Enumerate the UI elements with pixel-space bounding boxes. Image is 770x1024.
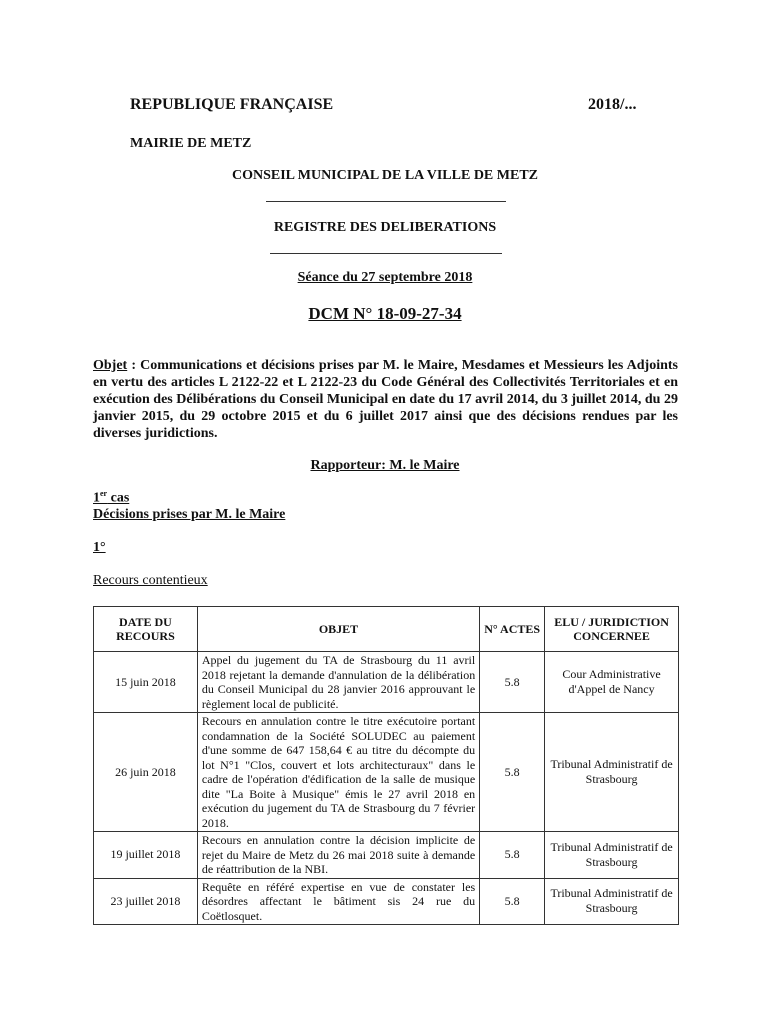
recours-table xyxy=(93,606,679,925)
case-number: 1 xyxy=(93,490,100,506)
table-row xyxy=(94,832,679,879)
row-actes: 5.8 xyxy=(480,652,545,713)
seance-date: Séance du 27 septembre 2018 xyxy=(297,270,473,285)
republic-title: REPUBLIQUE FRANÇAISE xyxy=(130,96,334,113)
table-row xyxy=(94,713,679,832)
dcm-number: DCM N° 18-09-27-34 xyxy=(308,304,462,323)
objet-paragraph xyxy=(93,357,678,442)
header-date: DATE DU RECOURS xyxy=(94,607,198,652)
row-elu: Tribunal Administratif de Strasbourg xyxy=(545,713,679,832)
header-actes: N° ACTES xyxy=(480,607,545,652)
registre-title: REGISTRE DES DELIBERATIONS xyxy=(273,220,497,235)
row-objet: Appel du jugement du TA de Strasbourg du 11 avril 2018 rejetant la demande d'annulation de la délibération du Conseil Municipal du 28 janvier 2016 approuvant le règlement local de publicité. xyxy=(197,652,479,713)
row-objet: Recours en annulation contre le titre exécutoire portant condamnation de la Société SOLUDEC au paiement d'une somme de 647 158,64 € au titre du décompte du lot N°1 "Clos, couvert et lots architecturaux" dans le cadre de l'opération d'édification de la salle de musique dite "La Boite à Musique" émis le 27 avril 2018 en exécution du jugement du TA de Strasbourg du 7 février 2018. xyxy=(197,713,479,832)
row-date: 26 juin 2018 xyxy=(94,713,198,832)
row-objet: Recours en annulation contre la décision implicite de rejet du Maire de Metz du 26 mai 2018 suite à demande de réattribution de la NBI. xyxy=(197,832,479,879)
section-number: 1° xyxy=(93,540,106,555)
row-elu: Cour Administrative d'Appel de Nancy xyxy=(545,652,679,713)
row-date: 19 juillet 2018 xyxy=(94,832,198,879)
objet-text: : Communications et décisions prises par M. le Maire, Mesdames et Messieurs les Adjoints en vertu des articles L 2122-22 et L 2122-23 du Code Général des Collectivités Territoriales et en exécution des Délibérations du Conseil Municipal en date du 17 avril 2014, du 3 juillet 2014, du 29 janvier 2015, du 29 octobre 2015 et du 6 juillet 2017 ainsi que des décisions rendues par les diverses juridictions. xyxy=(93,358,678,441)
objet-label: Objet xyxy=(93,358,128,373)
row-elu: Tribunal Administratif de Strasbourg xyxy=(545,832,679,879)
case-sup: er xyxy=(100,489,108,498)
header-elu: ELU / JURIDICTION CONCERNEE xyxy=(545,607,679,652)
row-elu: Tribunal Administratif de Strasbourg xyxy=(545,878,679,925)
recours-title: Recours contentieux xyxy=(93,573,208,588)
rapporteur: Rapporteur: M. le Maire xyxy=(310,458,460,473)
case-heading xyxy=(93,489,129,507)
case-word: cas xyxy=(107,490,130,506)
reference-number: 2018/... xyxy=(588,96,637,113)
row-date: 23 juillet 2018 xyxy=(94,878,198,925)
divider xyxy=(266,201,506,202)
row-actes: 5.8 xyxy=(480,832,545,879)
mairie-title: MAIRIE DE METZ xyxy=(130,136,252,151)
row-actes: 5.8 xyxy=(480,713,545,832)
divider xyxy=(270,253,502,254)
row-objet: Requête en référé expertise en vue de constater les désordres affectant le bâtiment sis 24 rue du Coëtlosquet. xyxy=(197,878,479,925)
row-date: 15 juin 2018 xyxy=(94,652,198,713)
header-objet: OBJET xyxy=(197,607,479,652)
table-row xyxy=(94,878,679,925)
table-header-row xyxy=(94,607,679,652)
decisions-title: Décisions prises par M. le Maire xyxy=(93,507,286,522)
row-actes: 5.8 xyxy=(480,878,545,925)
table-row xyxy=(94,652,679,713)
conseil-title: CONSEIL MUNICIPAL DE LA VILLE DE METZ xyxy=(232,168,538,183)
